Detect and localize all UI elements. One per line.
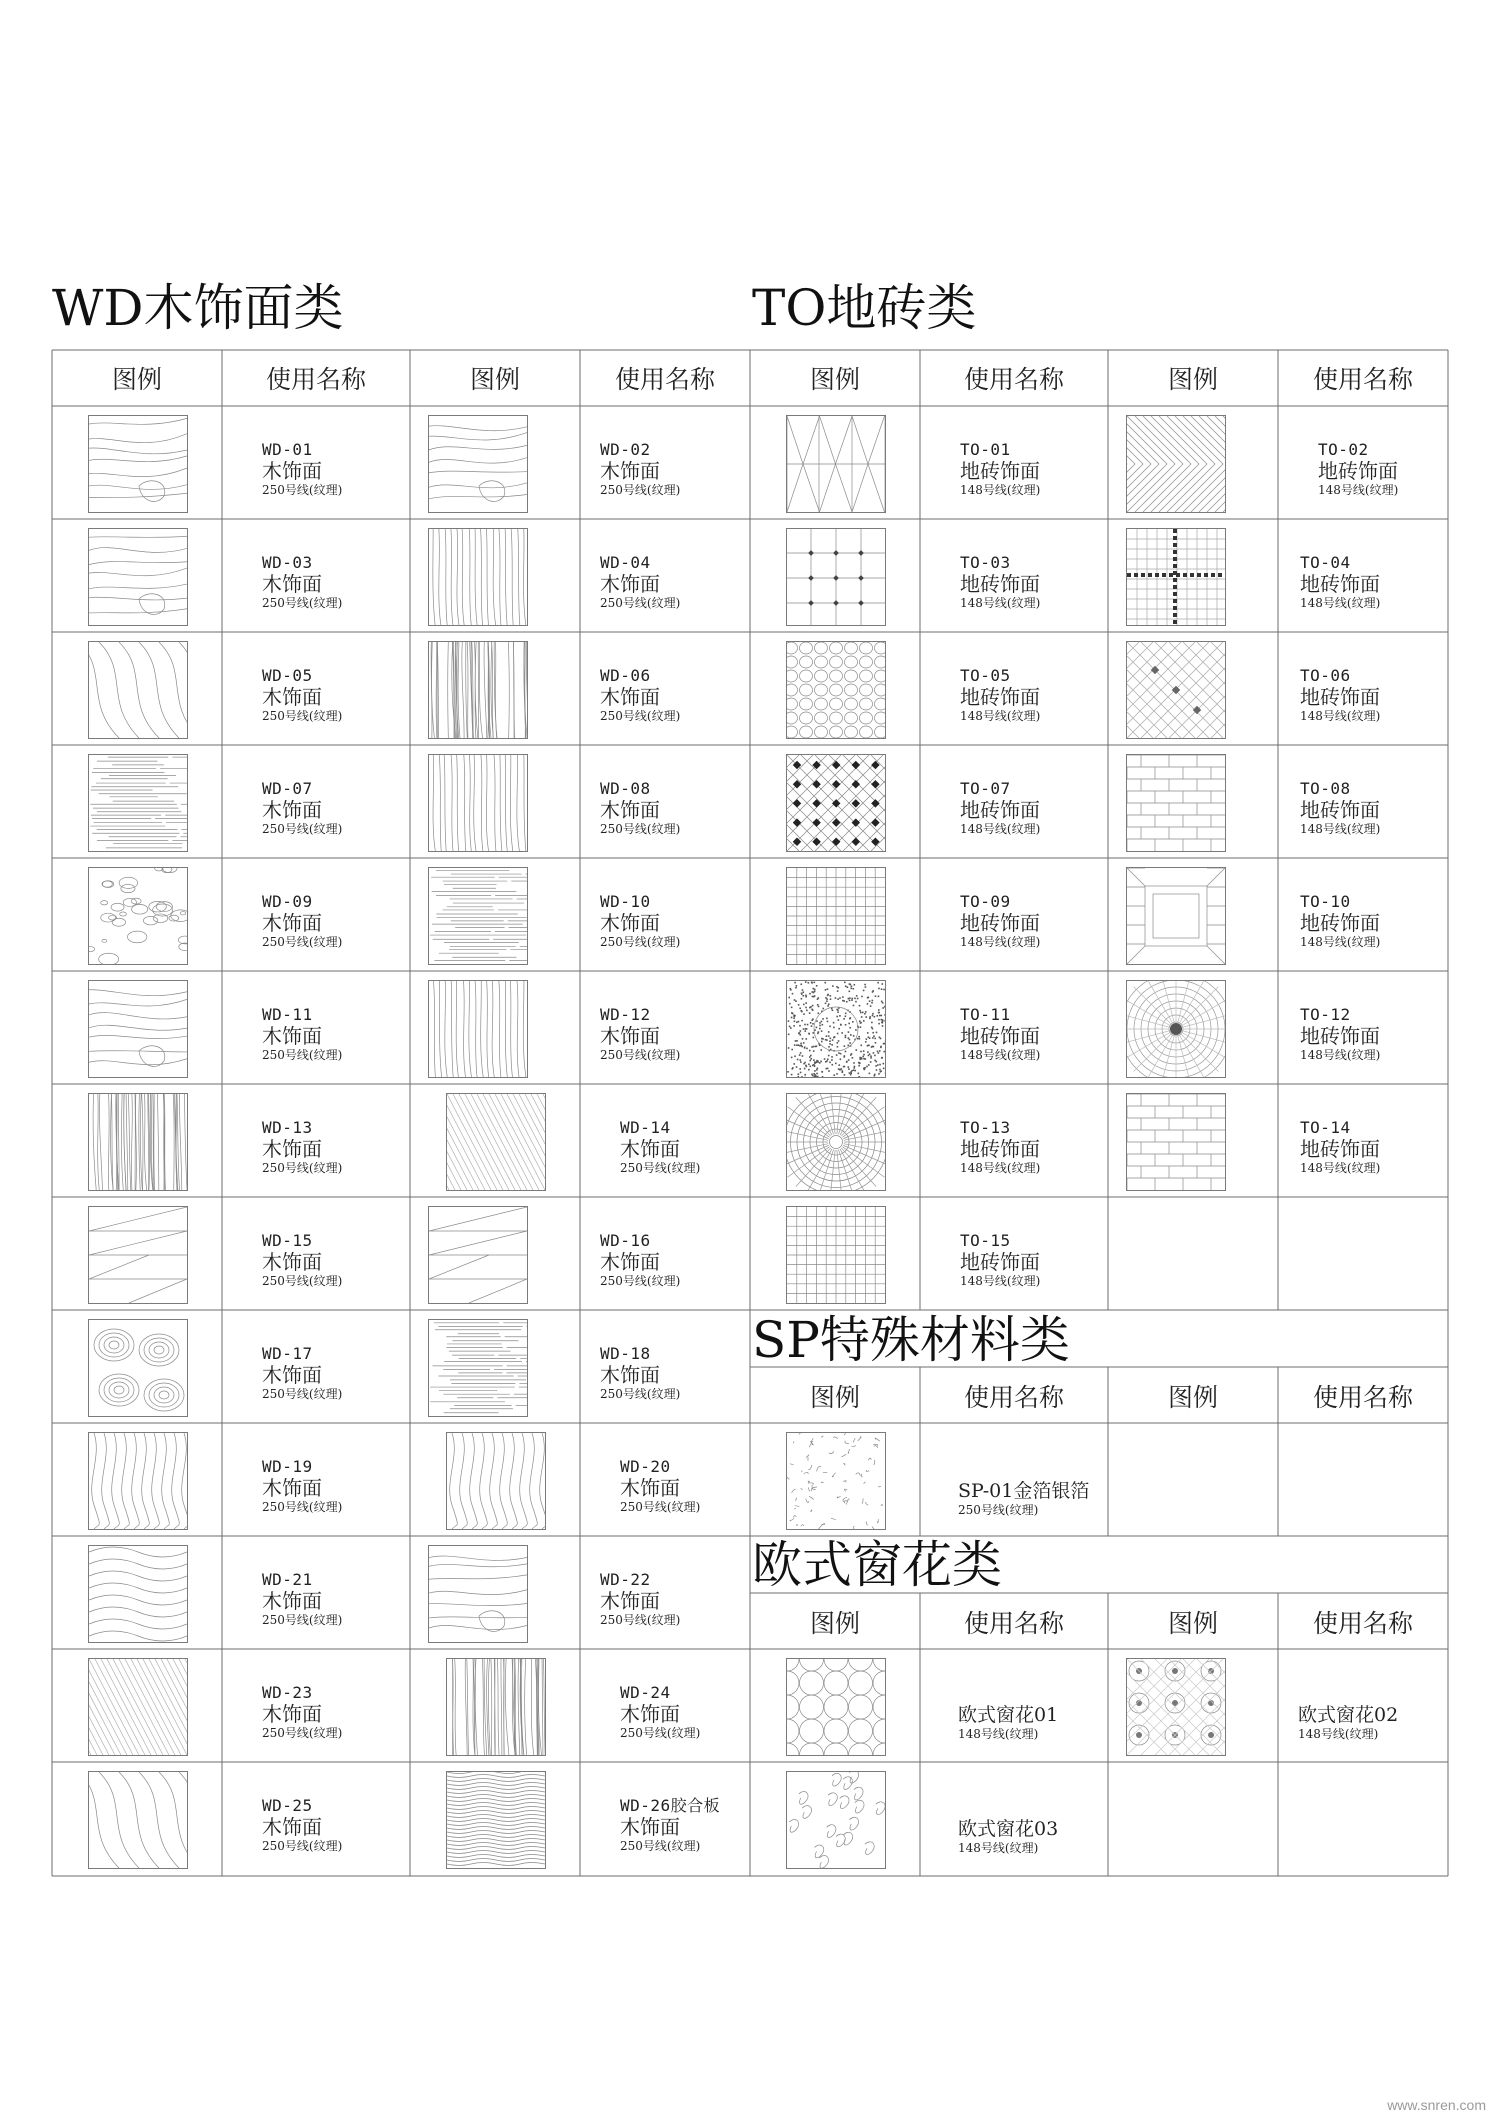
material-label: [960, 1120, 1040, 1174]
material-code: WD-16: [600, 1231, 651, 1250]
material-label: [600, 894, 680, 948]
material-code: WD-04: [600, 553, 651, 572]
material-name: 地砖饰面: [960, 1250, 1040, 1274]
material-name: 地砖饰面: [960, 685, 1040, 709]
material-label: [262, 781, 342, 835]
tile-diagonal-grid-swatch: [1126, 641, 1226, 739]
line-spec: 250号线(纹理): [600, 822, 681, 836]
material-label: [620, 1798, 720, 1852]
material-name: 木饰面: [262, 1363, 322, 1387]
line-spec: 148号线(纹理): [960, 709, 1041, 723]
material-name: 木饰面: [262, 1024, 322, 1048]
line-spec: 148号线(纹理): [958, 1727, 1039, 1741]
line-spec: 250号线(纹理): [600, 596, 681, 610]
tile-grid-swatch: [786, 1206, 886, 1304]
material-label: [600, 1572, 680, 1626]
material-label: [600, 668, 680, 722]
special-foil-swatch: [786, 1432, 886, 1530]
material-name: 木饰面: [600, 685, 660, 709]
material-name: 欧式窗花02: [1298, 1704, 1399, 1726]
material-code: WD-12: [600, 1005, 651, 1024]
material-name: 木饰面: [262, 798, 322, 822]
material-label: [262, 668, 342, 722]
header-name: 使用名称: [963, 365, 1064, 394]
material-label: [1300, 1007, 1380, 1061]
material-label: [960, 781, 1040, 835]
material-code: WD-20: [620, 1457, 671, 1476]
material-code: WD-07: [262, 779, 313, 798]
material-label: [960, 1007, 1040, 1061]
header-legend: 图例: [469, 365, 520, 394]
line-spec: 148号线(纹理): [960, 483, 1041, 497]
material-label: [600, 555, 680, 609]
material-name: 木饰面: [600, 459, 660, 483]
material-label: [600, 1346, 680, 1400]
material-name: 木饰面: [600, 798, 660, 822]
line-spec: 250号线(纹理): [262, 1726, 343, 1740]
material-code: WD-19: [262, 1457, 313, 1476]
tile-herringbone-swatch: [1126, 415, 1226, 513]
wood-horizontal-swatch: [428, 867, 528, 965]
tile-pebble-swatch: [786, 641, 886, 739]
material-name: 木饰面: [600, 1250, 660, 1274]
wood-panel-swatch: [428, 1206, 528, 1304]
material-name: 地砖饰面: [1318, 459, 1398, 483]
material-code: TO-03: [960, 553, 1011, 572]
material-label: [960, 555, 1040, 609]
material-name: 木饰面: [262, 1476, 322, 1500]
header-legend: 图例: [1167, 1609, 1218, 1638]
material-label: [958, 1482, 1089, 1516]
material-code: WD-13: [262, 1118, 313, 1137]
material-label: [1298, 1706, 1398, 1740]
material-name: 地砖饰面: [960, 1137, 1040, 1161]
header-legend: 图例: [111, 365, 162, 394]
material-code: TO-01: [960, 440, 1011, 459]
material-code: WD-14: [620, 1118, 671, 1137]
material-label: [262, 1685, 342, 1739]
material-name: 木饰面: [262, 1815, 322, 1839]
line-spec: 148号线(纹理): [960, 822, 1041, 836]
material-label: [262, 1120, 342, 1174]
material-name: 地砖饰面: [960, 1024, 1040, 1048]
line-spec: 250号线(纹理): [620, 1161, 701, 1175]
material-name: 木饰面: [262, 1702, 322, 1726]
material-code: TO-09: [960, 892, 1011, 911]
line-spec: 250号线(纹理): [262, 1161, 343, 1175]
header-legend: 图例: [809, 1609, 860, 1638]
material-label: [262, 555, 342, 609]
line-spec: 148号线(纹理): [960, 935, 1041, 949]
material-label: [262, 442, 342, 496]
wood-grain-swatch: [428, 415, 528, 513]
material-label: [600, 442, 680, 496]
line-spec: 148号线(纹理): [960, 1048, 1041, 1062]
wood-grain-swatch: [88, 415, 188, 513]
material-label: [1300, 894, 1380, 948]
material-code: WD-05: [262, 666, 313, 685]
line-spec: 250号线(纹理): [262, 483, 343, 497]
material-name: 木饰面: [620, 1702, 680, 1726]
wood-grain-swatch: [428, 1545, 528, 1643]
line-spec: 148号线(纹理): [1300, 1048, 1381, 1062]
header-name: 使用名称: [265, 365, 366, 394]
material-code: WD-17: [262, 1344, 313, 1363]
line-spec: 148号线(纹理): [1298, 1727, 1379, 1741]
material-name: 木饰面: [600, 1589, 660, 1613]
tile-checker-diamond-swatch: [786, 754, 886, 852]
wood-wavy-v-swatch: [446, 1432, 546, 1530]
wood-diagonal-swatch: [446, 1093, 546, 1191]
material-name: 木饰面: [262, 1250, 322, 1274]
line-spec: 250号线(纹理): [600, 935, 681, 949]
wood-section-title: WD木饰面类: [52, 279, 344, 337]
material-label: [262, 1572, 342, 1626]
material-code: WD-08: [600, 779, 651, 798]
material-label: [960, 442, 1040, 496]
header-legend: 图例: [809, 1383, 860, 1412]
material-code: TO-08: [1300, 779, 1351, 798]
material-label: [262, 1346, 342, 1400]
window-circles-swatch: [786, 1658, 886, 1756]
material-name: 木饰面: [620, 1137, 680, 1161]
material-name: 地砖饰面: [960, 798, 1040, 822]
line-spec: 250号线(纹理): [262, 1613, 343, 1627]
watermark: www.snren.com: [1387, 2097, 1486, 2113]
material-label: [620, 1685, 700, 1739]
line-spec: 148号线(纹理): [960, 1161, 1041, 1175]
wood-curve-swatch: [88, 641, 188, 739]
tile-diamond-swatch: [786, 415, 886, 513]
material-name: 木饰面: [600, 572, 660, 596]
wood-wavy-v-swatch: [88, 1432, 188, 1530]
material-name: 地砖饰面: [1300, 1137, 1380, 1161]
wood-grain-swatch: [88, 980, 188, 1078]
material-name: 地砖饰面: [1300, 1024, 1380, 1048]
line-spec: 250号线(纹理): [620, 1839, 701, 1853]
header-legend: 图例: [809, 365, 860, 394]
wood-panel-swatch: [88, 1206, 188, 1304]
material-label: [262, 1233, 342, 1287]
wood-dense-swatch: [428, 641, 528, 739]
material-name: 木饰面: [262, 685, 322, 709]
wood-diagonal-swatch: [88, 1658, 188, 1756]
material-name: 地砖饰面: [1300, 572, 1380, 596]
material-code: TO-05: [960, 666, 1011, 685]
material-code: WD-11: [262, 1005, 313, 1024]
line-spec: 148号线(纹理): [1300, 709, 1381, 723]
line-spec: 148号线(纹理): [958, 1841, 1039, 1855]
material-name: 木饰面: [620, 1476, 680, 1500]
material-code: WD-18: [600, 1344, 651, 1363]
tile-brick-swatch: [1126, 1093, 1226, 1191]
material-label: [262, 1798, 342, 1852]
tile-frame-swatch: [1126, 867, 1226, 965]
tile-cross-swatch: [1126, 528, 1226, 626]
material-code: WD-24: [620, 1683, 671, 1702]
line-spec: 250号线(纹理): [262, 1387, 343, 1401]
line-spec: 250号线(纹理): [620, 1500, 701, 1514]
material-label: [1300, 1120, 1380, 1174]
wood-burl-swatch: [88, 867, 188, 965]
line-spec: 250号线(纹理): [262, 1500, 343, 1514]
material-name: 木饰面: [262, 459, 322, 483]
wood-vertical-swatch: [428, 754, 528, 852]
line-spec: 250号线(纹理): [262, 1839, 343, 1853]
material-label: [960, 668, 1040, 722]
tile-dots-swatch: [786, 528, 886, 626]
material-label: [600, 1233, 680, 1287]
material-code: WD-22: [600, 1570, 651, 1589]
header-name: 使用名称: [963, 1383, 1064, 1412]
material-code: WD-03: [262, 553, 313, 572]
line-spec: 250号线(纹理): [620, 1726, 701, 1740]
tile-radial-swatch: [786, 1093, 886, 1191]
material-code: TO-10: [1300, 892, 1351, 911]
tile-brick-swatch: [1126, 754, 1226, 852]
material-label: [620, 1120, 700, 1174]
wood-plywood-swatch: [446, 1771, 546, 1869]
material-name: 地砖饰面: [960, 459, 1040, 483]
wood-curve-swatch: [88, 1771, 188, 1869]
material-name: 地砖饰面: [960, 911, 1040, 935]
line-spec: 250号线(纹理): [262, 1048, 343, 1062]
material-label: [958, 1706, 1058, 1740]
line-spec: 148号线(纹理): [1300, 1161, 1381, 1175]
header-name: 使用名称: [1312, 1383, 1413, 1412]
material-code: WD-15: [262, 1231, 313, 1250]
line-spec: 148号线(纹理): [1300, 935, 1381, 949]
material-code: TO-02: [1318, 440, 1369, 459]
line-spec: 250号线(纹理): [262, 596, 343, 610]
material-label: [958, 1820, 1058, 1854]
material-name: 木饰面: [600, 1024, 660, 1048]
wood-grain-swatch: [88, 528, 188, 626]
material-label: [960, 1233, 1040, 1287]
line-spec: 148号线(纹理): [960, 1274, 1041, 1288]
material-label: [1300, 668, 1380, 722]
material-name: 地砖饰面: [1300, 911, 1380, 935]
special-section-title: SP特殊材料类: [752, 1311, 1070, 1369]
wood-dense-swatch: [446, 1658, 546, 1756]
line-spec: 250号线(纹理): [600, 1613, 681, 1627]
material-name: 木饰面: [262, 572, 322, 596]
wood-vertical-swatch: [428, 980, 528, 1078]
line-spec: 148号线(纹理): [960, 596, 1041, 610]
material-label: [600, 781, 680, 835]
material-label: [1318, 442, 1398, 496]
header-name: 使用名称: [614, 365, 715, 394]
material-code: TO-07: [960, 779, 1011, 798]
material-code: TO-15: [960, 1231, 1011, 1250]
header-name: 使用名称: [1312, 365, 1413, 394]
tile-mosaic-swatch: [786, 980, 886, 1078]
line-spec: 250号线(纹理): [262, 1274, 343, 1288]
material-code: TO-13: [960, 1118, 1011, 1137]
material-code: WD-02: [600, 440, 651, 459]
wood-horizontal-swatch: [428, 1319, 528, 1417]
material-code: TO-06: [1300, 666, 1351, 685]
material-name: 地砖饰面: [1300, 798, 1380, 822]
material-name: 木饰面: [262, 1137, 322, 1161]
material-label: [262, 894, 342, 948]
header-legend: 图例: [1167, 365, 1218, 394]
material-name: 木饰面: [600, 1363, 660, 1387]
material-code: WD-09: [262, 892, 313, 911]
wood-rings-swatch: [88, 1319, 188, 1417]
material-code: TO-14: [1300, 1118, 1351, 1137]
material-name: 木饰面: [262, 911, 322, 935]
material-name: 地砖饰面: [960, 572, 1040, 596]
line-spec: 250号线(纹理): [600, 483, 681, 497]
header-legend: 图例: [1167, 1383, 1218, 1412]
wood-wave-swatch: [88, 1545, 188, 1643]
tile-grid-swatch: [786, 867, 886, 965]
material-code: WD-01: [262, 440, 313, 459]
material-code: WD-25: [262, 1796, 313, 1815]
material-label: [262, 1459, 342, 1513]
line-spec: 148号线(纹理): [1318, 483, 1399, 497]
wood-horizontal-swatch: [88, 754, 188, 852]
material-label: [1300, 555, 1380, 609]
wood-dense-swatch: [88, 1093, 188, 1191]
line-spec: 250号线(纹理): [262, 709, 343, 723]
header-name: 使用名称: [1312, 1609, 1413, 1638]
material-code: TO-11: [960, 1005, 1011, 1024]
material-label: [620, 1459, 700, 1513]
material-code: TO-04: [1300, 553, 1351, 572]
tile-section-title: TO地砖类: [752, 279, 977, 337]
material-code: WD-21: [262, 1570, 313, 1589]
material-code: WD-26胶合板: [620, 1796, 721, 1815]
wood-vertical-swatch: [428, 528, 528, 626]
window-section-title: 欧式窗花类: [752, 1536, 1002, 1594]
material-label: [960, 894, 1040, 948]
material-label: [600, 1007, 680, 1061]
line-spec: 250号线(纹理): [262, 822, 343, 836]
material-code: TO-12: [1300, 1005, 1351, 1024]
line-spec: 250号线(纹理): [958, 1503, 1039, 1517]
line-spec: 148号线(纹理): [1300, 822, 1381, 836]
header-name: 使用名称: [963, 1609, 1064, 1638]
material-code: WD-10: [600, 892, 651, 911]
line-spec: 148号线(纹理): [1300, 596, 1381, 610]
tile-fan-swatch: [1126, 980, 1226, 1078]
material-name: 木饰面: [262, 1589, 322, 1613]
material-name: 地砖饰面: [1300, 685, 1380, 709]
material-label: [262, 1007, 342, 1061]
line-spec: 250号线(纹理): [262, 935, 343, 949]
material-code: WD-06: [600, 666, 651, 685]
material-code: SP-01金箔银箔: [958, 1480, 1090, 1502]
line-spec: 250号线(纹理): [600, 1274, 681, 1288]
material-name: 木饰面: [620, 1815, 680, 1839]
line-spec: 250号线(纹理): [600, 1387, 681, 1401]
material-code: WD-23: [262, 1683, 313, 1702]
line-spec: 250号线(纹理): [600, 1048, 681, 1062]
material-name: 欧式窗花01: [958, 1704, 1059, 1726]
line-spec: 250号线(纹理): [600, 709, 681, 723]
material-label: [1300, 781, 1380, 835]
window-scroll-swatch: [786, 1771, 886, 1869]
material-name: 欧式窗花03: [958, 1818, 1059, 1840]
material-name: 木饰面: [600, 911, 660, 935]
window-ornament-swatch: [1126, 1658, 1226, 1756]
